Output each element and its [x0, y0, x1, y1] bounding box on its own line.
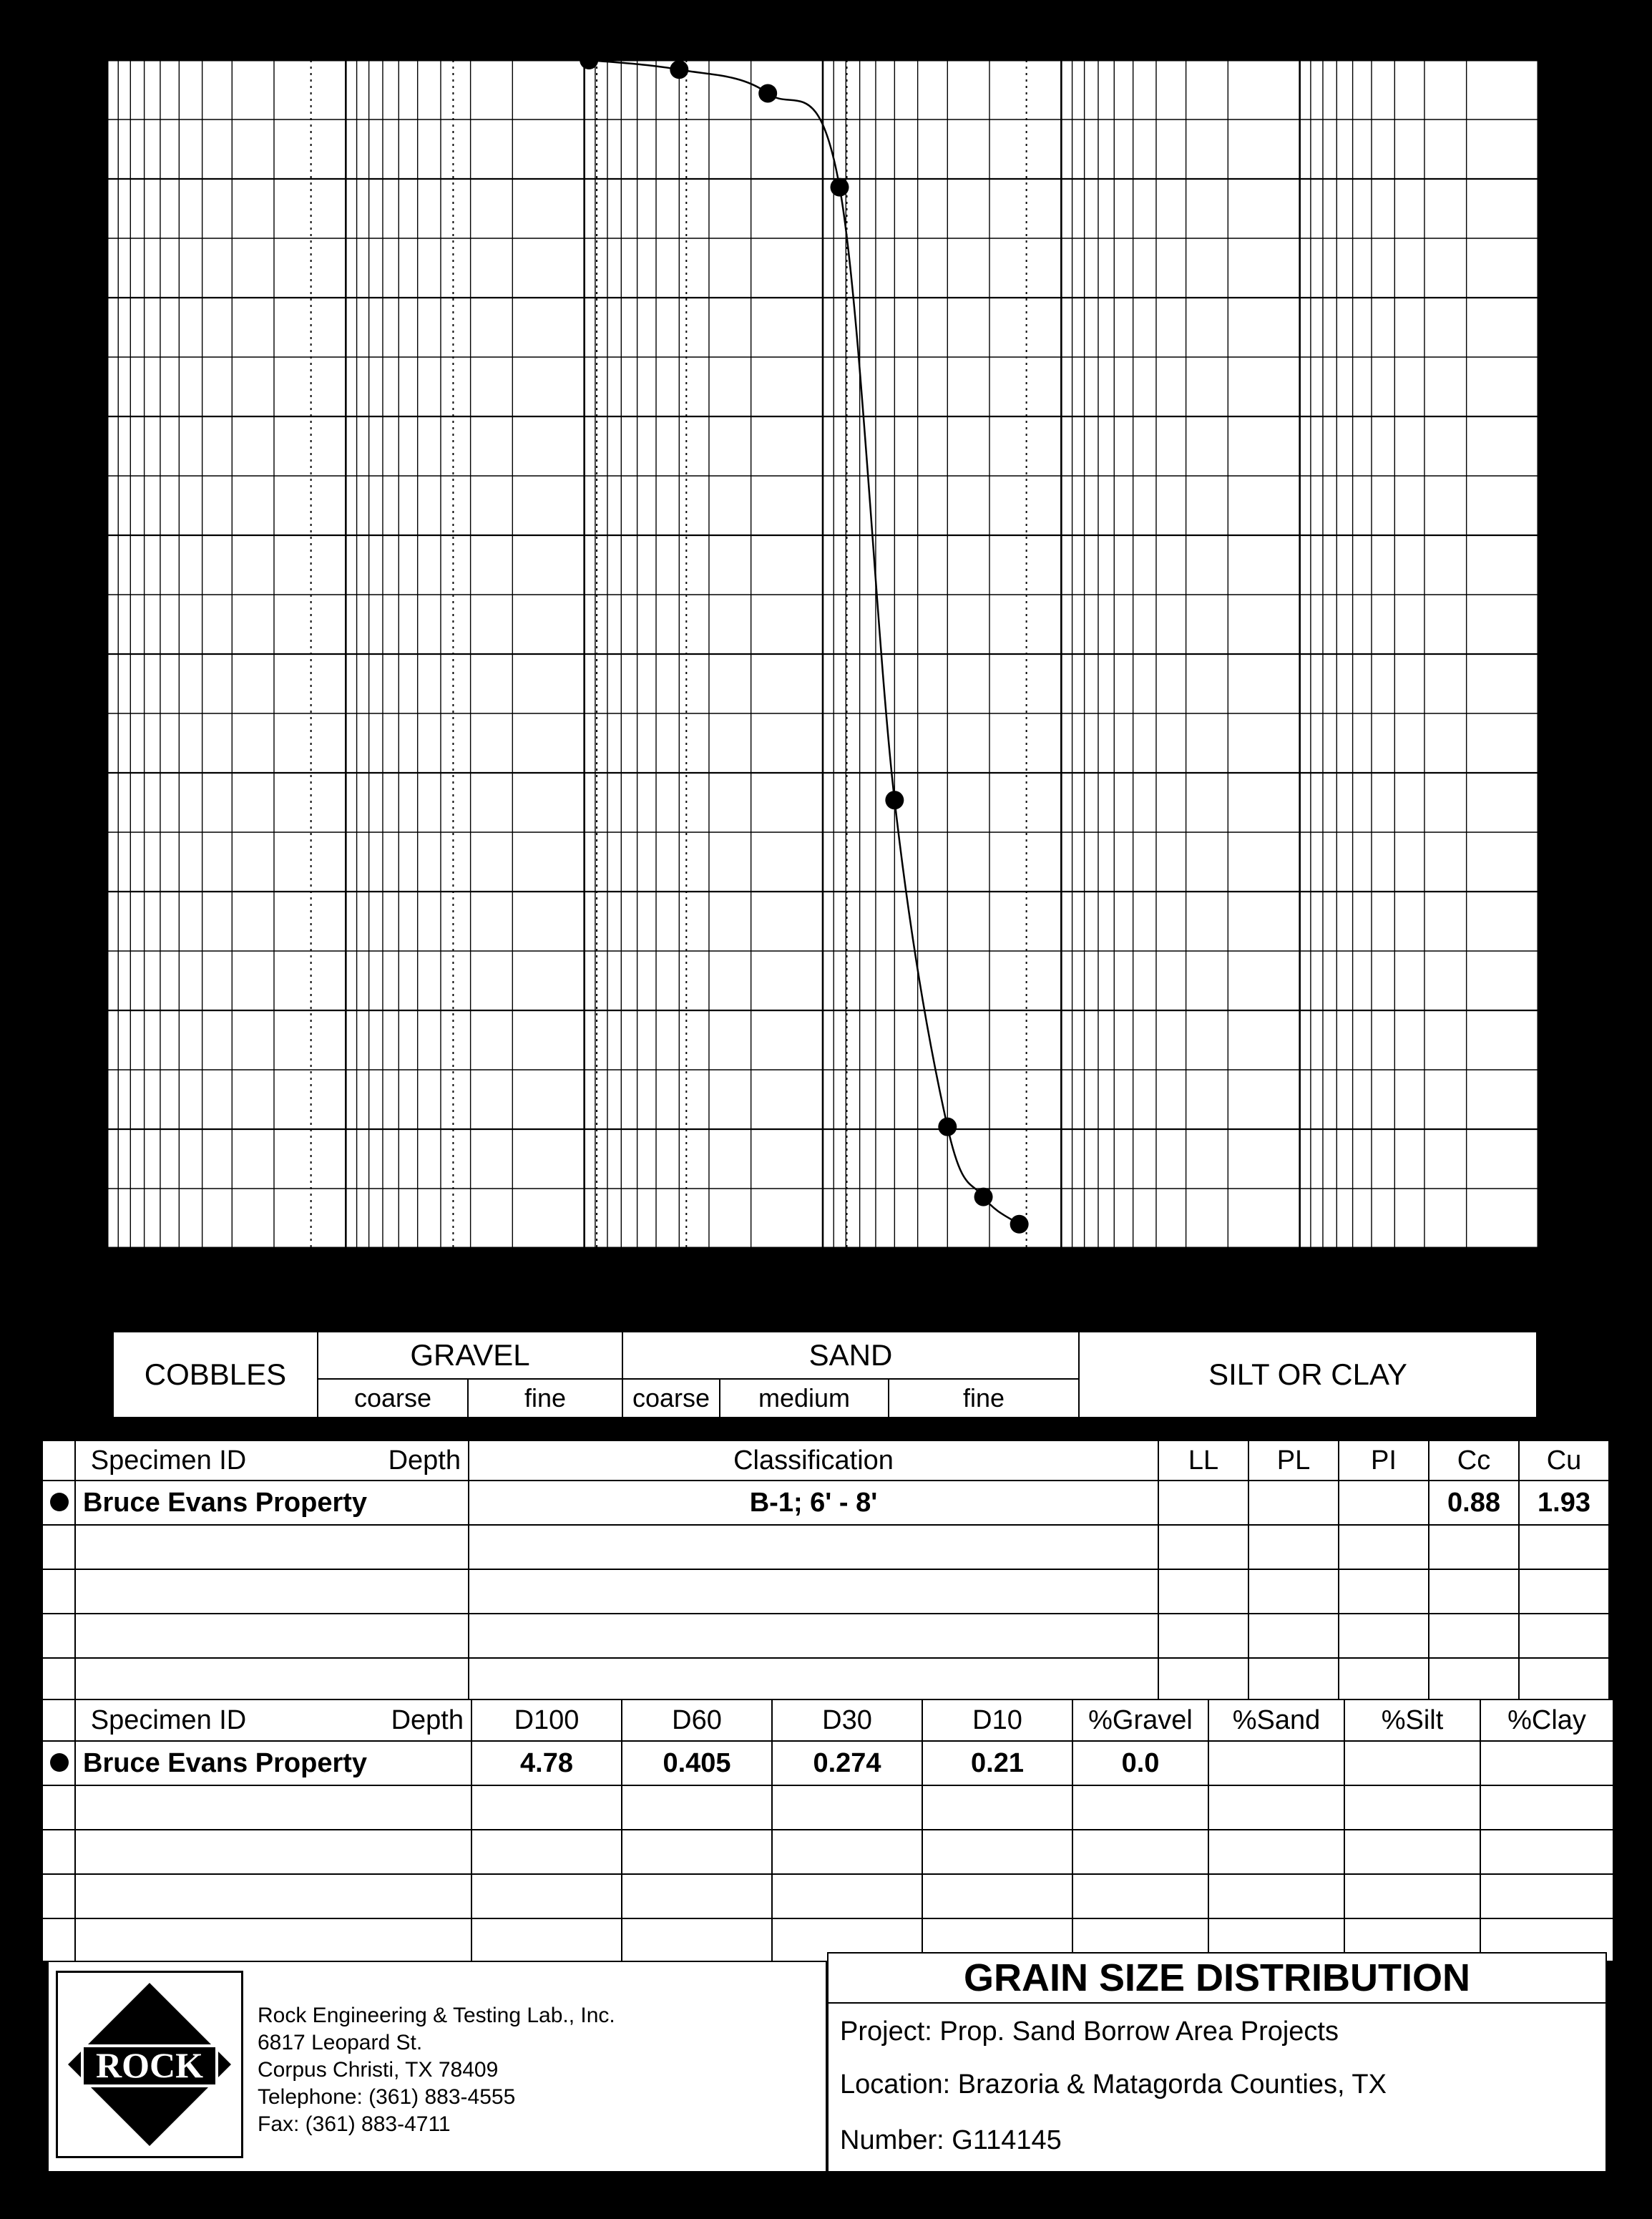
- company-fax: Fax: (361) 883-4711: [258, 2112, 451, 2136]
- d60-header: D60: [622, 1699, 772, 1741]
- gravel-percent-value: 0.0: [1072, 1741, 1208, 1785]
- silt-percent-header: %Silt: [1344, 1699, 1480, 1741]
- classification-table: [41, 1440, 1610, 1703]
- gravel-percent-header: %Gravel: [1072, 1699, 1208, 1741]
- d30-value: 0.274: [772, 1741, 922, 1785]
- ll-header: LL: [1158, 1440, 1248, 1481]
- pi-header: PI: [1339, 1440, 1429, 1481]
- sand-coarse-label: coarse: [622, 1379, 720, 1418]
- sand-label: SAND: [622, 1332, 1079, 1379]
- cu-header: Cu: [1519, 1440, 1609, 1481]
- report-title: GRAIN SIZE DISTRIBUTION: [829, 1954, 1605, 2004]
- rock-logo: [58, 1973, 241, 2156]
- d10-value: 0.21: [922, 1741, 1072, 1785]
- silt-clay-label: SILT OR CLAY: [1079, 1332, 1537, 1418]
- specimen-marker-icon: [50, 1493, 69, 1511]
- location-line: Location: Brazoria & Matagorda Counties, TX: [840, 2069, 1387, 2099]
- data-point: [938, 1118, 957, 1136]
- classification-value: B-1; 6' - 8': [469, 1481, 1158, 1525]
- specimen-marker-icon-2: [50, 1753, 69, 1772]
- d60-value: 0.405: [622, 1741, 772, 1785]
- gradation-table: [41, 1699, 1614, 1962]
- project-line: Project: Prop. Sand Borrow Area Projects: [840, 2016, 1339, 2047]
- d100-header: D100: [471, 1699, 622, 1741]
- data-point: [831, 178, 849, 197]
- chart-grid: [107, 60, 1538, 1248]
- data-point: [885, 791, 904, 809]
- company-telephone: Telephone: (361) 883-4555: [258, 2085, 516, 2109]
- data-point: [758, 84, 777, 102]
- specimen-id-header: Specimen ID: [75, 1440, 261, 1481]
- sand-medium-label: medium: [720, 1379, 889, 1418]
- depth-header: Depth: [261, 1440, 469, 1481]
- d100-value: 4.78: [471, 1741, 622, 1785]
- gravel-fine-label: fine: [468, 1379, 622, 1418]
- logo-text: ROCK: [96, 2045, 203, 2085]
- data-point: [670, 60, 688, 79]
- cc-header: Cc: [1429, 1440, 1519, 1481]
- sand-percent-header: %Sand: [1208, 1699, 1344, 1741]
- sand-fine-label: fine: [889, 1379, 1079, 1418]
- classification-header: Classification: [469, 1440, 1158, 1481]
- cobbles-label: COBBLES: [113, 1332, 318, 1418]
- data-point: [1010, 1215, 1029, 1234]
- company-block: [47, 1961, 827, 2172]
- specimen-id-header-2: Specimen ID: [75, 1699, 261, 1741]
- company-name: Rock Engineering & Testing Lab., Inc.: [258, 2004, 615, 2027]
- gravel-coarse-label: coarse: [318, 1379, 468, 1418]
- clay-percent-header: %Clay: [1480, 1699, 1613, 1741]
- company-street: 6817 Leopard St.: [258, 2031, 423, 2054]
- report-info-block: [827, 1952, 1607, 2172]
- cu-value: 1.93: [1519, 1481, 1609, 1525]
- data-point: [974, 1188, 993, 1206]
- cc-value: 0.88: [1429, 1481, 1519, 1525]
- gravel-label: GRAVEL: [318, 1332, 622, 1379]
- number-line: Number: G114145: [840, 2125, 1062, 2155]
- pl-header: PL: [1248, 1440, 1339, 1481]
- data-point: [580, 51, 598, 69]
- company-city: Corpus Christi, TX 78409: [258, 2058, 499, 2082]
- logo-frame: [56, 1971, 243, 2158]
- specimen-name: Bruce Evans Property: [75, 1481, 469, 1525]
- d10-header: D10: [922, 1699, 1072, 1741]
- d30-header: D30: [772, 1699, 922, 1741]
- soil-classification-bar: [112, 1331, 1538, 1418]
- specimen-name-2: Bruce Evans Property: [75, 1741, 471, 1785]
- depth-header-2: Depth: [261, 1699, 471, 1741]
